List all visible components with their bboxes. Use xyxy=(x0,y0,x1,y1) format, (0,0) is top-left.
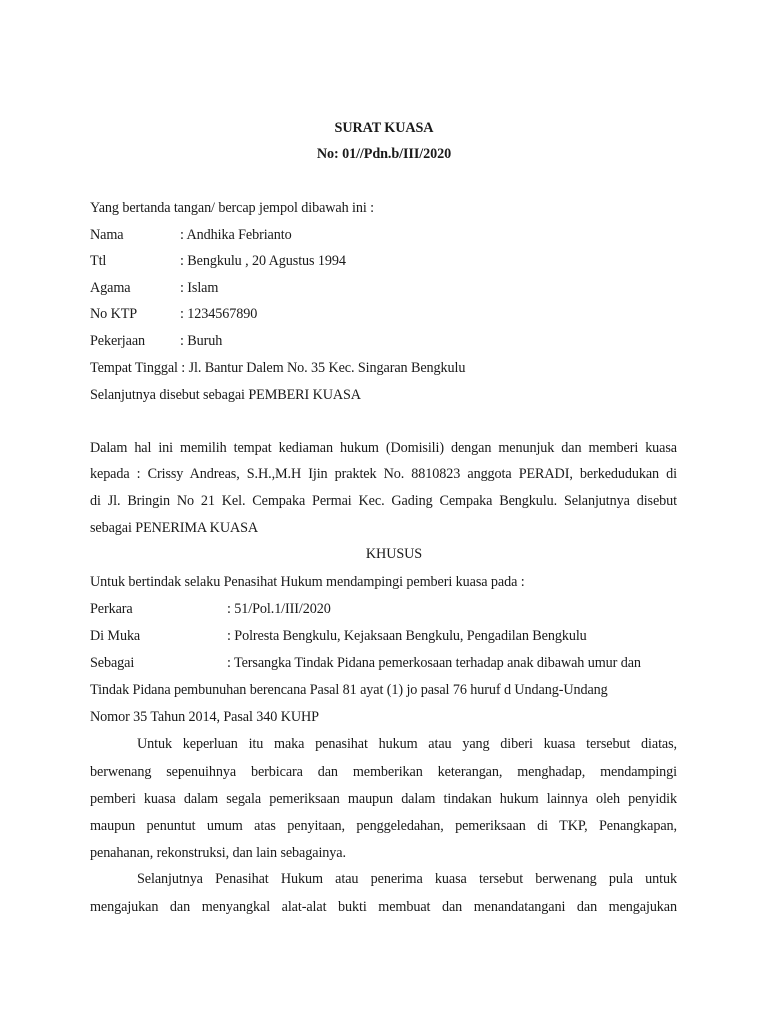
khusus-heading: KHUSUS xyxy=(365,546,423,562)
case-continuation: Nomor 35 Tahun 2014, Pasal 340 KUHP xyxy=(90,709,319,725)
field-label: Agama xyxy=(90,280,131,296)
para2-line: mengajukan dan menyangkal alat-alat bukti membuat dan menandatangani dan mengajukan xyxy=(90,899,677,915)
residence-text: Tempat Tinggal : Jl. Bantur Dalem No. 35 Kec. Singaran Bengkulu xyxy=(90,360,466,376)
field-value: : 1234567890 xyxy=(180,306,258,322)
para1-line: pemberi kuasa dalam segala pemeriksaan maupun dalam tindakan hukum lainnya oleh penyidik xyxy=(90,791,677,807)
field-label: Pekerjaan xyxy=(90,333,146,349)
domicile-line: Dalam hal ini memilih tempat kediaman hukum (Domisili) dengan menunjuk dan memberi kuasa xyxy=(90,440,677,456)
case-continuation: Tindak Pidana pembunuhan berencana Pasal 81 ayat (1) jo pasal 76 huruf d Undang-Undang xyxy=(90,682,608,698)
para1-line: maupun penuntut umum atas penyitaan, penggeledahan, pemeriksaan di TKP, Penangkapan, xyxy=(90,818,677,834)
grantor-alias-text: Selanjutnya disebut sebagai PEMBERI KUASA xyxy=(90,387,361,403)
field-value: : Tersangka Tindak Pidana pemerkosaan terhadap anak dibawah umur dan xyxy=(227,655,641,671)
field-label: No KTP xyxy=(90,306,138,322)
field-label: Perkara xyxy=(90,601,133,617)
document-number: No: 01//Pdn.b/III/2020 xyxy=(316,146,452,162)
document-title: SURAT KUASA xyxy=(334,120,434,136)
para1-line: berwenang sepenuihnya berbicara dan memberikan keterangan, menghadap, mendampingi xyxy=(90,764,677,780)
field-label: Ttl xyxy=(90,253,107,269)
field-label: Di Muka xyxy=(90,628,141,644)
field-value: : Bengkulu , 20 Agustus 1994 xyxy=(180,253,346,269)
domicile-line: di Jl. Bringin No 21 Kel. Cempaka Permai Kec. Gading Cempaka Bengkulu. Selanjutnya disebut xyxy=(90,493,677,509)
para2-line: Selanjutnya Penasihat Hukum atau penerima kuasa tersebut berwenang pula untuk xyxy=(137,871,677,887)
intro-text: Yang bertanda tangan/ bercap jempol dibawah ini : xyxy=(90,200,375,216)
field-label: Sebagai xyxy=(90,655,135,671)
domicile-line: sebagai PENERIMA KUASA xyxy=(90,520,259,536)
field-label: Nama xyxy=(90,227,124,243)
field-value: : Buruh xyxy=(180,333,223,349)
para1-line: Untuk keperluan itu maka penasihat hukum atau yang diberi kuasa tersebut diatas, xyxy=(137,736,677,752)
purpose-text: Untuk bertindak selaku Penasihat Hukum mendampingi pemberi kuasa pada : xyxy=(90,574,525,590)
field-value: : 51/Pol.1/III/2020 xyxy=(227,601,331,617)
field-value: : Polresta Bengkulu, Kejaksaan Bengkulu, Pengadilan Bengkulu xyxy=(227,628,587,644)
field-value: : Andhika Febrianto xyxy=(180,227,292,243)
para1-line: penahanan, rekonstruksi, dan lain sebagainya. xyxy=(90,845,346,861)
field-value: : Islam xyxy=(180,280,219,296)
domicile-line: kepada : Crissy Andreas, S.H.,M.H Ijin praktek No. 8810823 anggota PERADI, berkedudukan di xyxy=(90,466,677,482)
